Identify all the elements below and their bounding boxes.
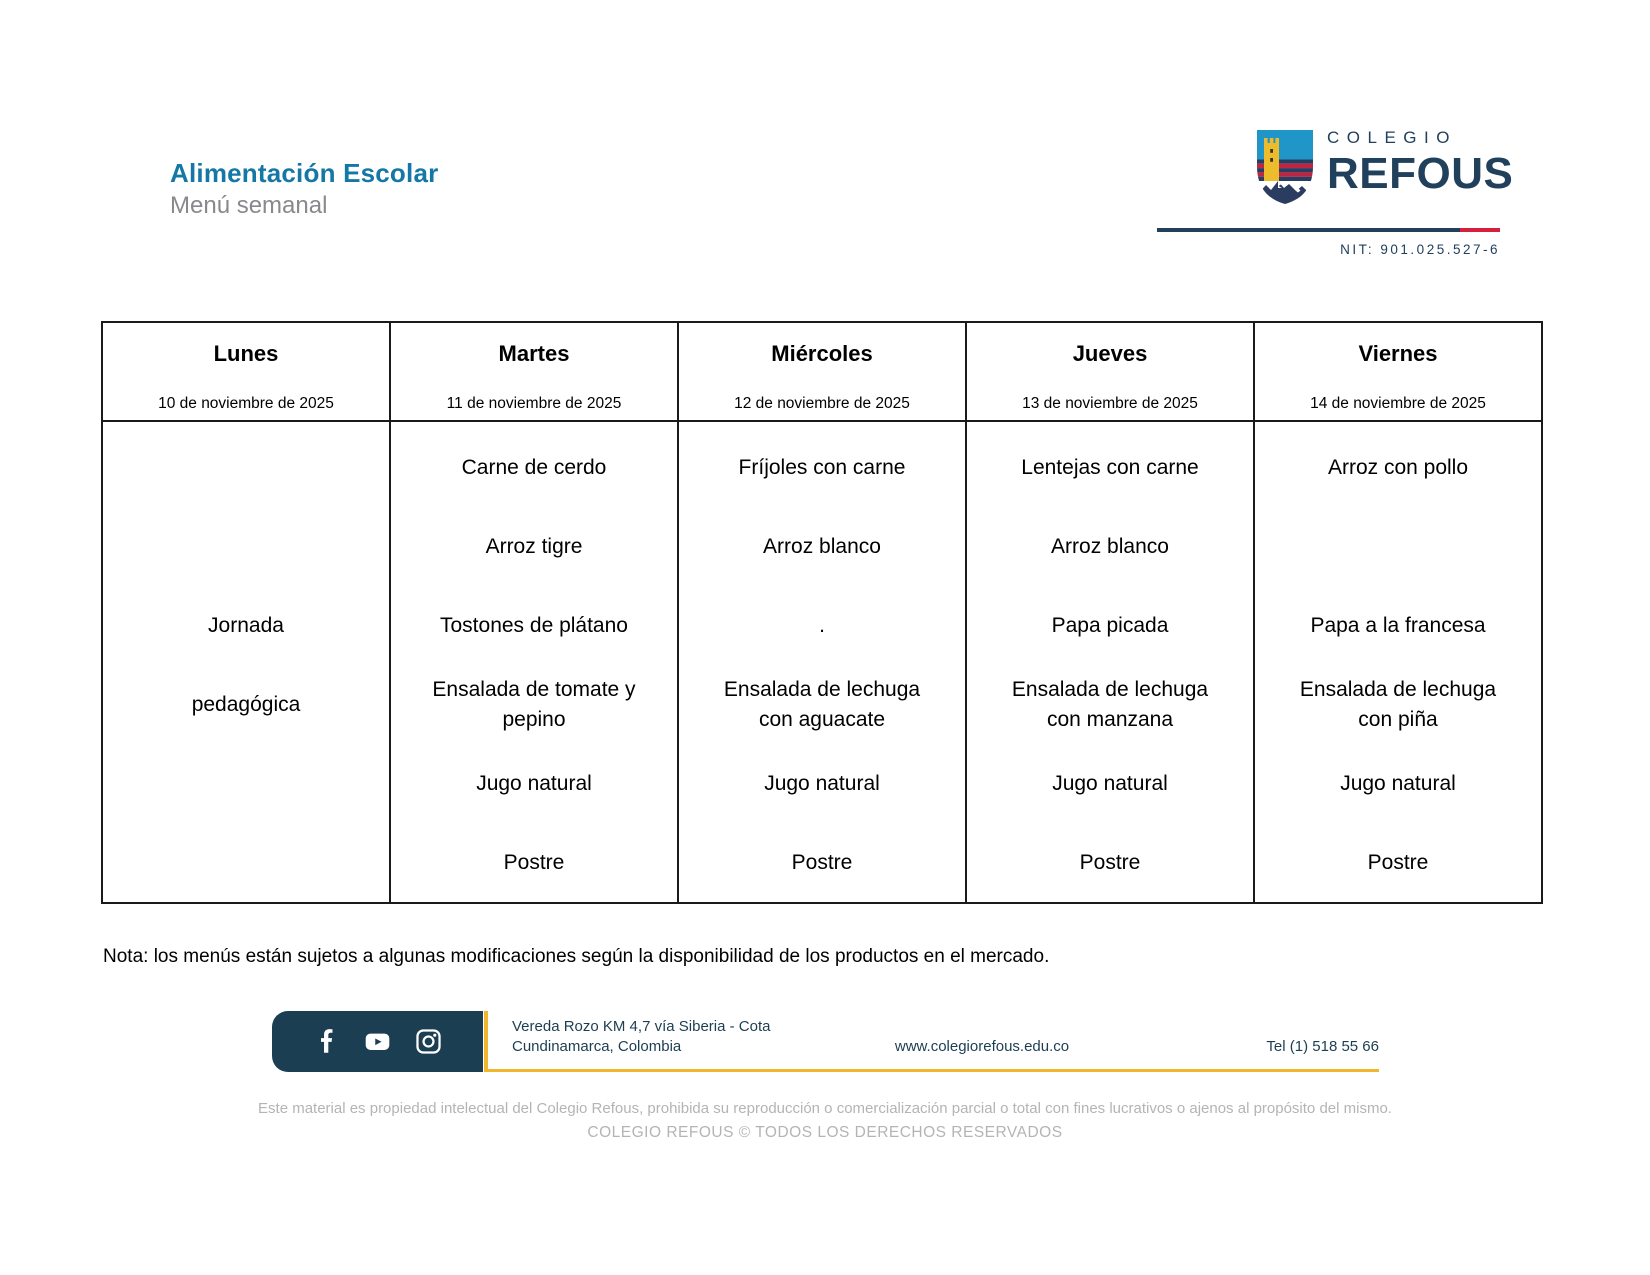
day-menu (1255, 422, 1541, 902)
school-name-main: REFOUS (1327, 149, 1514, 198)
school-website-link[interactable]: www.colegiorefous.edu.co (894, 1038, 1070, 1055)
day-name: Martes (498, 341, 570, 366)
day-date: 10 de noviembre de 2025 (158, 395, 334, 412)
day-header (967, 323, 1253, 422)
day-date: 11 de noviembre de 2025 (446, 395, 622, 412)
weekly-menu-table (101, 321, 1543, 904)
facebook-icon[interactable] (313, 1028, 340, 1055)
address-line-2: Cundinamarca, Colombia (512, 1038, 682, 1055)
menu-item: Jugo natural (1052, 771, 1168, 795)
day-header (679, 323, 965, 422)
school-nit: NIT: 901.025.527-6 (1340, 242, 1500, 257)
menu-item: pedagógica (191, 692, 301, 716)
menu-item: Postre (503, 850, 565, 874)
menu-item (103, 507, 389, 586)
menu-item: Fríjoles con carne (738, 455, 906, 479)
day-header (391, 323, 677, 422)
day-name: Viernes (1358, 341, 1438, 366)
menu-item: Jugo natural (1340, 771, 1456, 795)
menu-item: Ensalada de lechuga con piña (1299, 677, 1497, 731)
address-line-1: Vereda Rozo KM 4,7 vía Siberia - Cota (512, 1018, 771, 1035)
day-header (103, 323, 389, 422)
school-address (512, 1017, 770, 1057)
logo-divider (1157, 228, 1500, 232)
day-name: Jueves (1072, 341, 1148, 366)
day-column-viernes (1255, 323, 1541, 902)
menu-item: Ensalada de lechuga con aguacate (723, 677, 921, 731)
day-column-martes (391, 323, 679, 902)
menu-item: Papa a la francesa (1310, 613, 1486, 637)
day-column-jueves (967, 323, 1255, 902)
day-date: 12 de noviembre de 2025 (734, 395, 910, 412)
menu-item (103, 744, 389, 823)
logo-divider-navy-segment (1157, 228, 1460, 232)
day-name: Miércoles (771, 341, 873, 366)
menu-item (103, 823, 389, 902)
day-header (1255, 323, 1541, 422)
menu-item: Postre (1367, 850, 1429, 874)
day-column-lunes (103, 323, 391, 902)
menu-item: Arroz con pollo (1327, 455, 1469, 479)
day-date: 13 de noviembre de 2025 (1022, 395, 1198, 412)
menu-item: Jornada (208, 613, 284, 637)
copyright-line-2: COLEGIO REFOUS © TODOS LOS DERECHOS RESERVADOS (587, 1124, 1063, 1141)
day-menu (103, 422, 389, 902)
menu-item: Jugo natural (764, 771, 880, 795)
menu-item: Arroz blanco (763, 534, 881, 558)
page-subtitle: Menú semanal (170, 192, 328, 219)
copyright-line-1: Este material es propiedad intelectual del Colegio Refous, prohibida su reproducción o comercialización parcial o total con fines lucrativos o ajenos al propósito del mismo. (258, 1100, 1392, 1117)
menu-item: Arroz blanco (1051, 534, 1169, 558)
logo-divider-red-segment (1460, 228, 1500, 232)
menu-item: Ensalada de lechuga con manzana (1011, 677, 1209, 731)
school-name-top: COLEGIO (1327, 128, 1457, 147)
menu-item: Carne de cerdo (461, 455, 607, 479)
day-menu (391, 422, 677, 902)
day-menu (967, 422, 1253, 902)
menu-item: . (819, 613, 825, 637)
page-title: Alimentación Escolar (170, 158, 439, 188)
school-crest-icon (1257, 130, 1313, 204)
header-title-block (170, 158, 438, 220)
day-column-miercoles (679, 323, 967, 902)
menu-item: Arroz tigre (485, 534, 583, 558)
school-logo-text (1327, 128, 1513, 197)
social-media-bar (272, 1011, 483, 1072)
footer-vertical-divider (484, 1011, 488, 1072)
school-phone: Tel (1) 518 55 66 (1266, 1038, 1379, 1055)
menu-item (1255, 507, 1541, 586)
youtube-icon[interactable] (364, 1028, 391, 1055)
instagram-icon[interactable] (415, 1028, 442, 1055)
menu-item: Papa picada (1051, 613, 1169, 637)
menu-item: Lentejas con carne (1021, 455, 1199, 479)
footer-horizontal-rule (484, 1069, 1379, 1072)
menu-item: Ensalada de tomate y pepino (432, 677, 636, 731)
day-date: 14 de noviembre de 2025 (1310, 395, 1486, 412)
menu-item: Tostones de plátano (440, 613, 628, 637)
menu-item: Postre (791, 850, 853, 874)
menu-disclaimer-note: Nota: los menús están sujetos a algunas modificaciones según la disponibilidad de los productos en el mercado. (103, 946, 1050, 967)
menu-item: Jugo natural (476, 771, 592, 795)
day-name: Lunes (213, 341, 279, 366)
menu-item: Postre (1079, 850, 1141, 874)
menu-item (103, 428, 389, 507)
day-menu (679, 422, 965, 902)
